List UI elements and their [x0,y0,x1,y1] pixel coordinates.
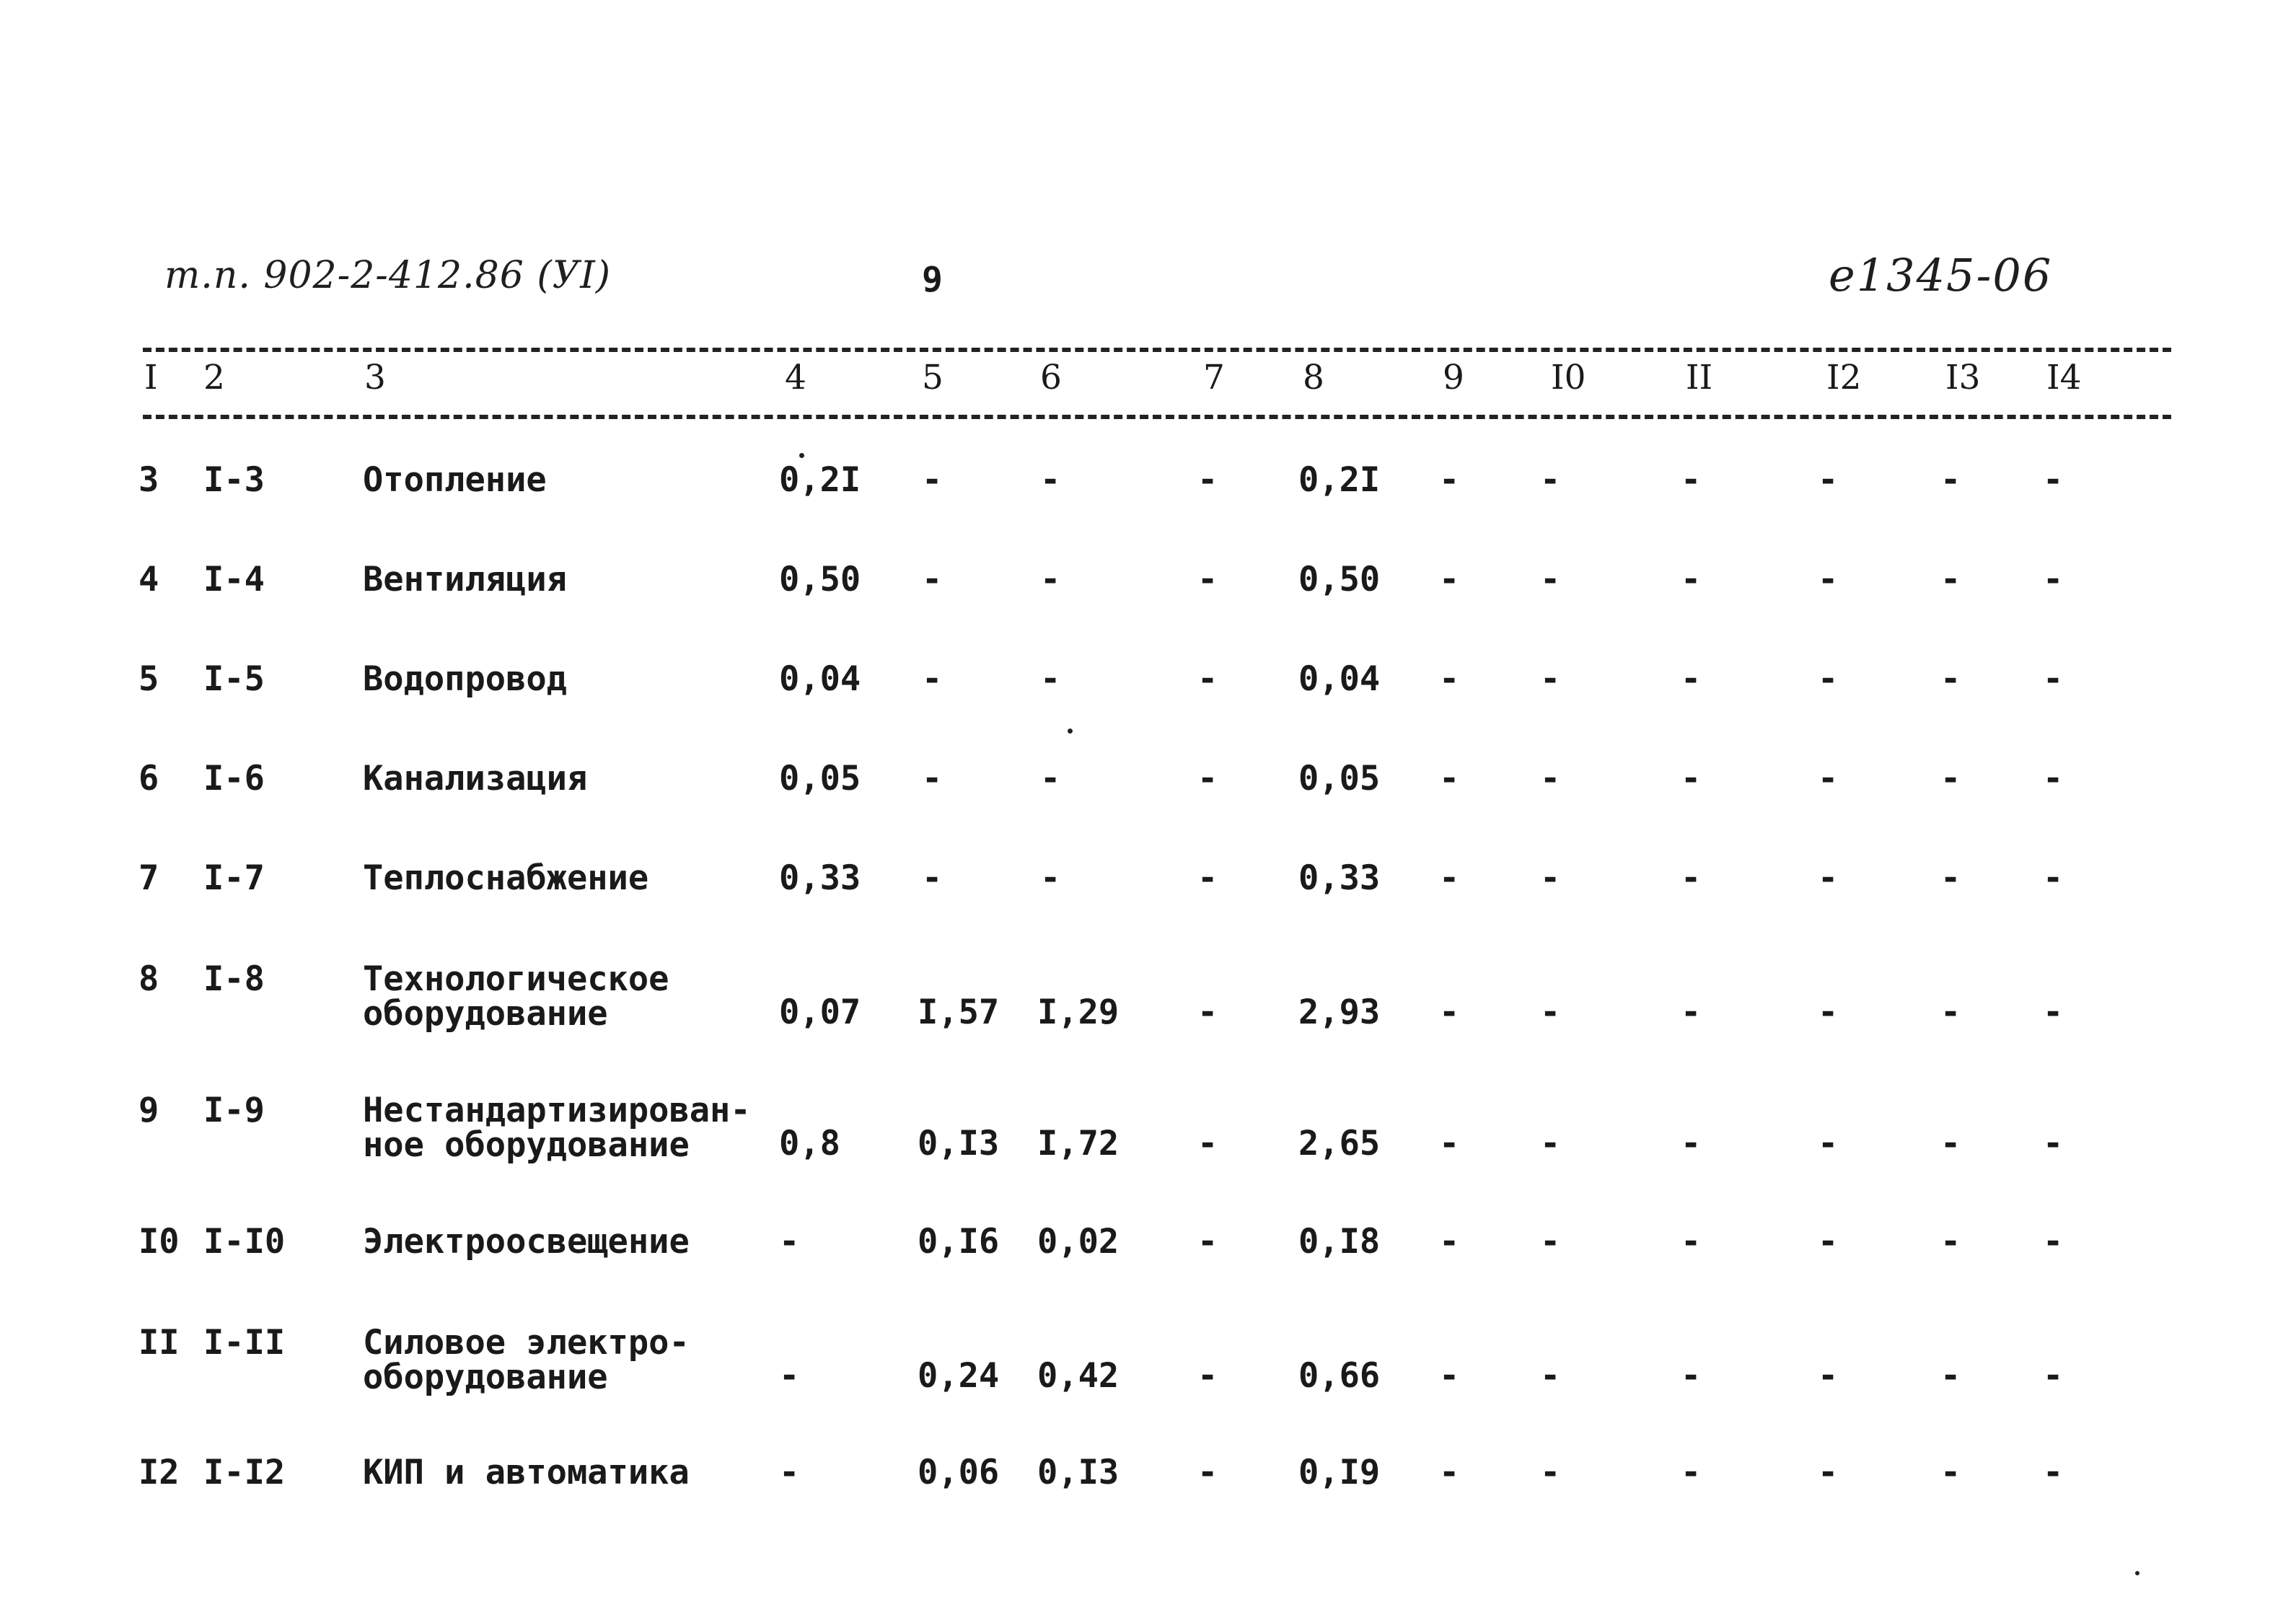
row-10-col-10: - [1540,1453,1561,1492]
row-10-col-4: - [779,1453,800,1492]
row-2-col-5: - [922,560,943,599]
row-2-col-13: - [1940,560,1961,599]
row-8-col-12: - [1818,1222,1839,1262]
document-code: т.п. 902-2-412.86 (УI) [164,254,612,297]
row-3-col-11: - [1681,659,1702,699]
row-5-number: 7 [138,858,159,898]
column-header-12: I2 [1826,358,1862,397]
row-10-code: I-I2 [203,1453,286,1492]
row-4-col-10: - [1540,759,1561,798]
row-6-col-6: I,29 [1037,993,1120,1032]
column-header-8: 8 [1303,358,1324,397]
row-2-name: Вентиляция [363,560,567,599]
row-8-col-9: - [1439,1222,1460,1262]
row-10-col-12: - [1818,1453,1839,1492]
column-header-10: I0 [1551,358,1586,397]
row-8-col-4: - [779,1222,800,1262]
row-2-number: 4 [138,560,159,599]
row-6-col-5: I,57 [918,993,1000,1032]
row-9-col-14: - [2043,1356,2064,1396]
row-3-col-10: - [1540,659,1561,699]
row-7-col-4: 0,8 [779,1124,840,1163]
archive-number: е1345-06 [1829,249,2053,302]
row-9-name: Силовое электро- оборудование [363,1323,690,1397]
row-9-col-11: - [1681,1356,1702,1396]
row-6-col-11: - [1681,993,1702,1032]
row-5-col-10: - [1540,858,1561,898]
row-8-col-13: - [1940,1222,1961,1262]
row-1-col-11: - [1681,460,1702,500]
row-5-col-5: - [922,858,943,898]
row-10-number: I2 [138,1453,180,1492]
row-1-name: Отопление [363,460,547,500]
row-3-code: I-5 [203,659,265,699]
column-header-2: 2 [203,358,225,397]
row-4-col-14: - [2043,759,2064,798]
row-1-col-10: - [1540,460,1561,500]
row-10-col-13: - [1940,1453,1961,1492]
row-3-col-13: - [1940,659,1961,699]
row-5-col-13: - [1940,858,1961,898]
row-8-col-8: 0,I8 [1298,1222,1381,1262]
row-2-col-6: - [1040,560,1061,599]
row-3-col-4: 0,04 [779,659,861,699]
row-1-col-14: - [2043,460,2064,500]
row-9-col-12: - [1818,1356,1839,1396]
row-4-col-13: - [1940,759,1961,798]
column-header-7: 7 [1203,358,1225,397]
row-4-col-7: - [1197,759,1218,798]
row-10-col-14: - [2043,1453,2064,1492]
row-5-col-6: - [1040,858,1061,898]
row-5-col-11: - [1681,858,1702,898]
row-10-col-6: 0,I3 [1037,1453,1120,1492]
column-header-6: 6 [1040,358,1062,397]
row-9-col-13: - [1940,1356,1961,1396]
row-9-code: I-II [203,1323,286,1363]
row-7-col-13: - [1940,1124,1961,1163]
column-header-14: I4 [2046,358,2082,397]
row-4-col-6: - [1040,759,1061,798]
row-1-col-8: 0,2I [1298,460,1381,500]
row-2-col-12: - [1818,560,1839,599]
row-9-col-10: - [1540,1356,1561,1396]
row-1-col-9: - [1439,460,1460,500]
row-10-col-7: - [1197,1453,1218,1492]
row-5-col-7: - [1197,858,1218,898]
scan-speck [2135,1571,2139,1575]
row-7-col-12: - [1818,1124,1839,1163]
row-7-col-14: - [2043,1124,2064,1163]
row-2-col-11: - [1681,560,1702,599]
column-header-3: 3 [364,358,386,397]
row-7-col-10: - [1540,1124,1561,1163]
row-4-col-9: - [1439,759,1460,798]
row-1-col-6: - [1040,460,1061,500]
row-9-col-9: - [1439,1356,1460,1396]
column-header-11: II [1686,358,1713,397]
row-6-number: 8 [138,959,159,999]
column-header-13: I3 [1945,358,1981,397]
row-3-col-14: - [2043,659,2064,699]
row-7-col-5: 0,I3 [918,1124,1000,1163]
row-9-col-4: - [779,1356,800,1396]
row-6-col-8: 2,93 [1298,993,1381,1032]
row-8-code: I-I0 [203,1222,286,1262]
row-6-col-10: - [1540,993,1561,1032]
row-2-col-4: 0,50 [779,560,861,599]
row-9-col-7: - [1197,1356,1218,1396]
row-1-col-7: - [1197,460,1218,500]
row-8-col-5: 0,I6 [918,1222,1000,1262]
header-top-rule [143,348,2171,352]
column-header-4: 4 [785,358,806,397]
row-4-col-8: 0,05 [1298,759,1381,798]
column-header-5: 5 [922,358,944,397]
row-3-col-5: - [922,659,943,699]
row-1-col-12: - [1818,460,1839,500]
scan-speck [1068,729,1073,734]
row-5-col-8: 0,33 [1298,858,1381,898]
row-4-col-11: - [1681,759,1702,798]
row-10-col-11: - [1681,1453,1702,1492]
row-9-number: II [138,1323,180,1363]
row-7-code: I-9 [203,1091,265,1130]
row-9-col-6: 0,42 [1037,1356,1120,1396]
header-bottom-rule [143,415,2171,419]
scan-speck [799,453,804,458]
row-3-col-9: - [1439,659,1460,699]
row-5-name: Теплоснабжение [363,858,649,898]
row-4-code: I-6 [203,759,265,798]
row-2-col-7: - [1197,560,1218,599]
row-4-number: 6 [138,759,159,798]
row-8-number: I0 [138,1222,180,1262]
row-10-col-5: 0,06 [918,1453,1000,1492]
row-10-name: КИП и автоматика [363,1453,690,1492]
row-6-col-7: - [1197,993,1218,1032]
row-8-name: Электроосвещение [363,1222,690,1262]
row-9-col-5: 0,24 [918,1356,1000,1396]
row-4-col-12: - [1818,759,1839,798]
row-3-name: Водопровод [363,659,567,699]
row-7-col-11: - [1681,1124,1702,1163]
row-3-col-8: 0,04 [1298,659,1381,699]
row-7-col-6: I,72 [1037,1124,1120,1163]
row-8-col-14: - [2043,1222,2064,1262]
row-6-code: I-8 [203,959,265,999]
row-5-col-4: 0,33 [779,858,861,898]
row-2-col-14: - [2043,560,2064,599]
row-7-col-8: 2,65 [1298,1124,1381,1163]
row-6-col-4: 0,07 [779,993,861,1032]
row-10-col-8: 0,I9 [1298,1453,1381,1492]
row-1-code: I-3 [203,460,265,500]
page-number: 9 [922,260,943,300]
column-header-9: 9 [1443,358,1464,397]
row-4-name: Канализация [363,759,588,798]
row-5-col-12: - [1818,858,1839,898]
row-7-col-9: - [1439,1124,1460,1163]
row-8-col-7: - [1197,1222,1218,1262]
row-8-col-11: - [1681,1222,1702,1262]
row-2-col-8: 0,50 [1298,560,1381,599]
row-4-col-5: - [922,759,943,798]
row-8-col-6: 0,02 [1037,1222,1120,1262]
row-5-code: I-7 [203,858,265,898]
row-9-col-8: 0,66 [1298,1356,1381,1396]
row-7-number: 9 [138,1091,159,1130]
row-2-col-10: - [1540,560,1561,599]
row-6-col-13: - [1940,993,1961,1032]
row-3-col-7: - [1197,659,1218,699]
row-3-col-6: - [1040,659,1061,699]
row-8-col-10: - [1540,1222,1561,1262]
row-2-code: I-4 [203,560,265,599]
row-4-col-4: 0,05 [779,759,861,798]
row-5-col-9: - [1439,858,1460,898]
row-2-col-9: - [1439,560,1460,599]
row-6-col-12: - [1818,993,1839,1032]
row-5-col-14: - [2043,858,2064,898]
row-6-col-9: - [1439,993,1460,1032]
row-1-col-13: - [1940,460,1961,500]
row-7-col-7: - [1197,1124,1218,1163]
row-6-col-14: - [2043,993,2064,1032]
row-6-name: Технологическое оборудование [363,959,669,1034]
row-1-col-5: - [922,460,943,500]
row-7-name: Нестандартизирован- ное оборудование [363,1091,751,1165]
row-1-number: 3 [138,460,159,500]
row-10-col-9: - [1439,1453,1460,1492]
column-header-1: I [144,358,158,397]
row-3-col-12: - [1818,659,1839,699]
row-3-number: 5 [138,659,159,699]
row-1-col-4: 0,2I [779,460,861,500]
